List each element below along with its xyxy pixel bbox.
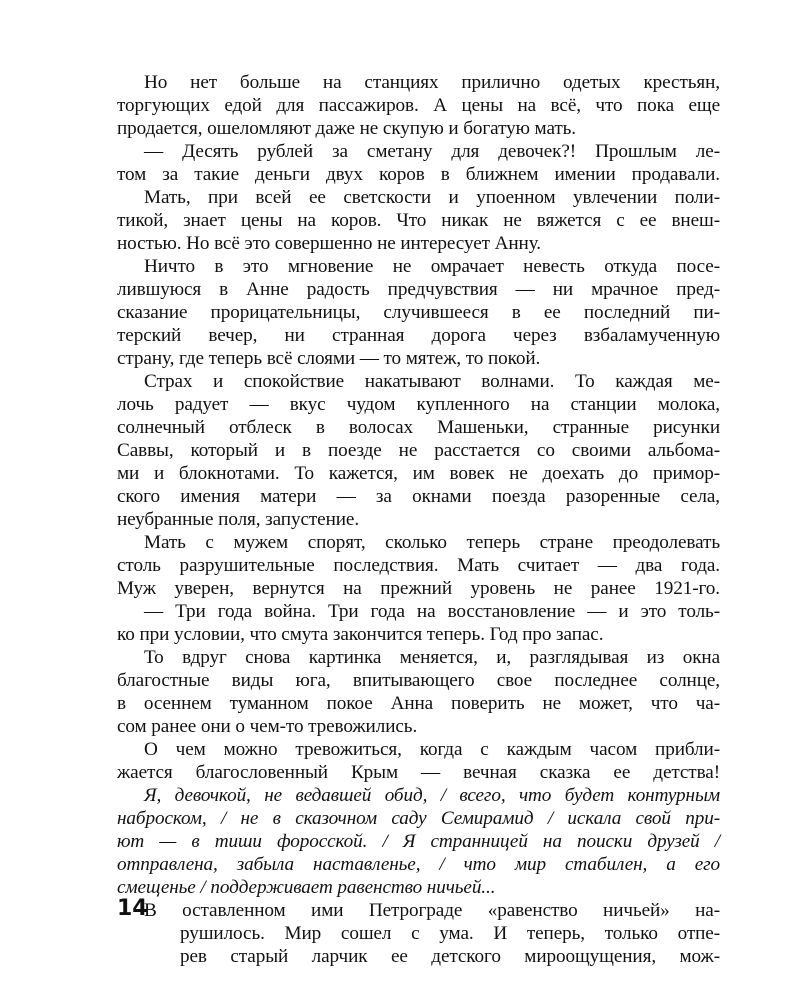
poem-line: наброском, / не в сказочном саду Семирамид / искала свой при- (117, 808, 720, 829)
text-line: — Три года война. Три года на восстановление — и это толь- (144, 601, 720, 622)
text-line: том за такие деньги двух коров в ближнем имении продавали. (117, 164, 720, 185)
text-line: лочь радует — вкус чудом купленного на станции молока, (117, 394, 720, 415)
text-line: Страх и спокойствие накатывают волнами. То каждая ме- (144, 371, 720, 392)
text-line: терский вечер, ни странная дорога через взбаламученную (117, 325, 720, 346)
text-line: солнечный отблеск в волосах Машеньки, странные рисунки (117, 417, 720, 438)
text-line: ностью. Но всё это совершенно не интересует Анну. (117, 233, 541, 254)
text-line: ми и блокнотами. То кажется, им вовек не доехать до примор- (117, 463, 720, 484)
poem-line: ют — в тиши форосской. / Я странницей на поиски друзей / (117, 831, 720, 852)
text-line: жается благословенный Крым — вечная сказка ее детства! (117, 762, 720, 783)
text-line: неубранные поля, запустение. (117, 509, 360, 530)
text-line: Ничто в это мгновение не омрачает невесть откуда посе- (144, 256, 720, 277)
page-number: 14 (117, 896, 148, 921)
text-line: ко при условии, что смута закончится теперь. Год про запас. (117, 624, 604, 645)
text-line: ского имения матери — за окнами поезда разоренные села, (117, 486, 720, 507)
text-line: — Десять рублей за сметану для девочек?! Прошлым ле- (144, 141, 720, 162)
poem-line: Я, девочкой, не ведавшей обид, / всего, что будет контурным (144, 785, 720, 806)
text-line: Но нет больше на станциях прилично одетых крестьян, (144, 72, 720, 93)
text-line: О чем можно тревожиться, когда с каждым часом прибли- (144, 739, 720, 760)
text-line: Саввы, который и в поезде не расстается со своими альбома- (117, 440, 720, 461)
poem-line: смещенье / поддерживает равенство ничьей... (117, 877, 496, 898)
text-line: сом ранее они о чем-то тревожились. (117, 716, 418, 737)
text-line: страну, где теперь всё слоями — то мятеж, то покой. (117, 348, 541, 369)
text-line: Мать, при всей ее светскости и упоенном увлечении поли- (144, 187, 720, 208)
text-line: То вдруг снова картинка меняется, и, разглядывая из окна (144, 647, 720, 668)
text-line: столь разрушительные последствия. Мать считает — два года. (117, 555, 720, 576)
text-line: благостные виды юга, впитывающего свое последнее солнце, (117, 670, 720, 691)
text-line: В оставленном ими Петрограде «равенство ничьей» на- (144, 900, 720, 921)
text-line: тикой, знает цены на коров. Что никак не вяжется с ее внеш- (117, 210, 720, 231)
poem-line: отправлена, забыла наставленье, / что мир стабилен, а его (117, 854, 720, 875)
text-line: рушилось. Мир сошел с ума. И теперь, только отпе- (180, 923, 720, 944)
text-line: Мать с мужем спорят, сколько теперь стране преодолевать (144, 532, 720, 553)
text-line: продается, ошеломляют даже не скупую и богатую мать. (117, 118, 577, 139)
text-line: торгующих едой для пассажиров. А цены на всё, что пока еще (117, 95, 720, 116)
text-line: рев старый ларчик ее детского мироощущения, мож- (180, 946, 720, 967)
text-line: в осеннем туманном покое Анна поверить не может, что ча- (117, 693, 720, 714)
text-line: Муж уверен, вернутся на прежний уровень не ранее 1921-го. (117, 578, 720, 599)
text-line: сказание прорицательницы, случившееся в ее последний пи- (117, 302, 720, 323)
text-line: лившуюся в Анне радость предчувствия — ни мрачное пред- (117, 279, 720, 300)
